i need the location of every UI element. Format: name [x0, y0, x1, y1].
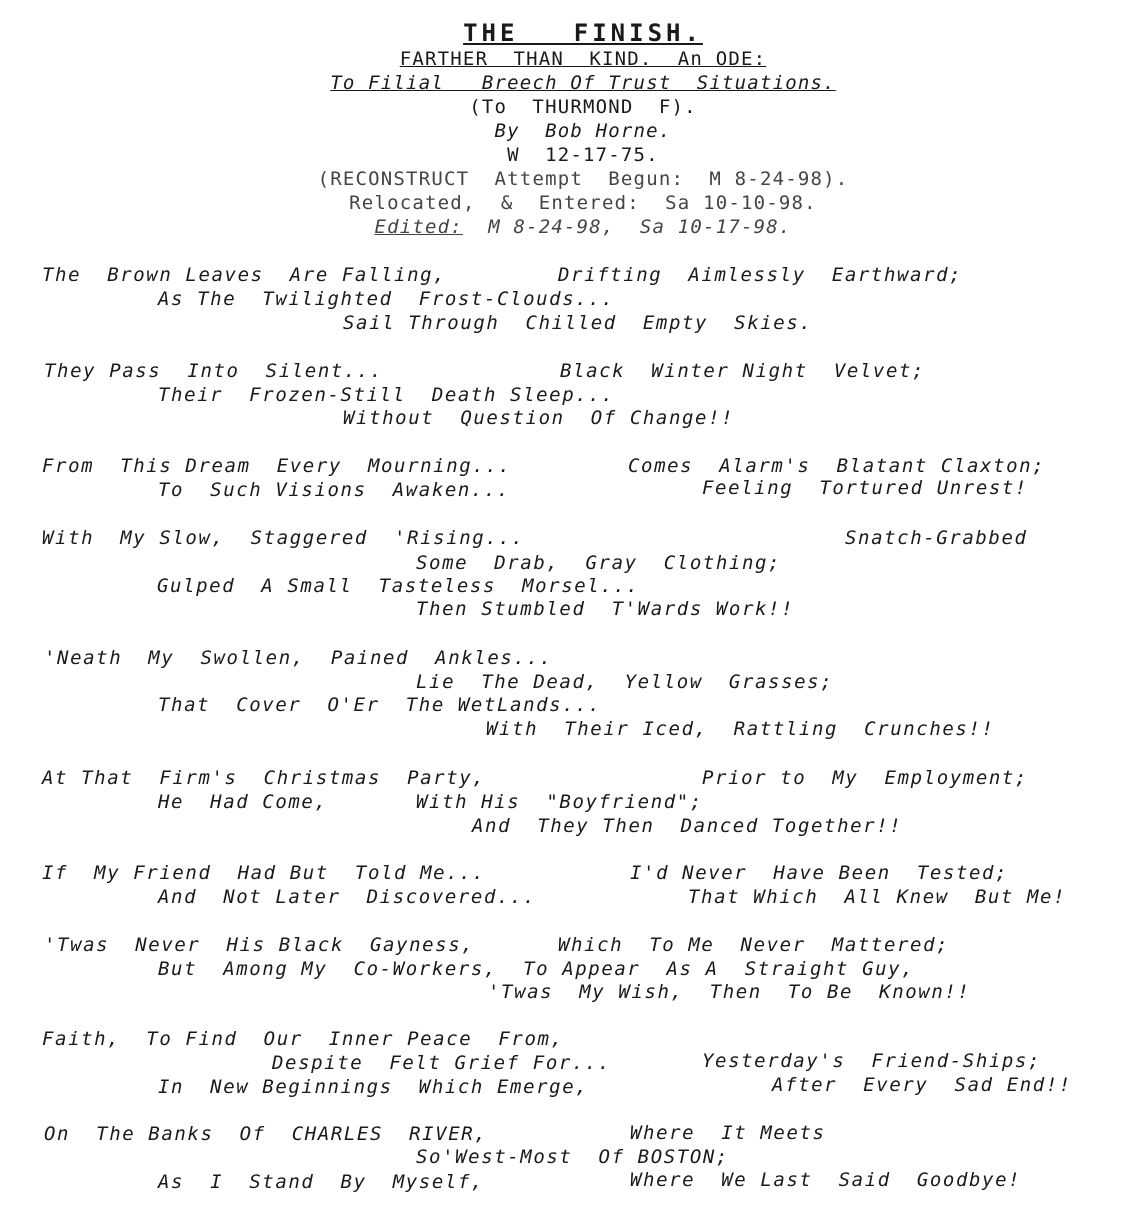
- verse-line: Faith, To Find Our Inner Peace From,: [42, 1028, 564, 1050]
- verse-line: I'd Never Have Been Tested;: [630, 862, 1009, 884]
- verse-line: Without Question Of Change!!: [343, 407, 735, 429]
- edited-note: [0, 216, 1126, 238]
- verse-line: That Which All Knew But Me!: [688, 886, 1067, 908]
- poem-dedication: To Filial Breech Of Trust Situations.: [330, 72, 836, 94]
- verse-line: With Their Iced, Rattling Crunches!!: [486, 718, 995, 740]
- verse-line: Gulped A Small Tasteless Morsel...: [157, 575, 640, 597]
- verse-line: Drifting Aimlessly Earthward;: [558, 264, 963, 286]
- verse-line: On The Banks Of CHARLES RIVER,: [44, 1123, 488, 1145]
- verse-line: After Every Sad End!!: [772, 1074, 1072, 1096]
- verse-line: The Brown Leaves Are Falling,: [42, 264, 447, 286]
- verse-line: 'Twas My Wish, Then To Be Known!!: [488, 981, 971, 1003]
- verse-line: 'Neath My Swollen, Pained Ankles...: [44, 647, 553, 669]
- verse-line: Their Frozen-Still Death Sleep...: [158, 384, 615, 406]
- verse-line: At That Firm's Christmas Party,: [42, 767, 486, 789]
- verse-line: As The Twilighted Frost-Clouds...: [158, 288, 615, 310]
- verse-line: If My Friend Had But Told Me...: [42, 862, 486, 884]
- verse-line: Black Winter Night Velvet;: [560, 360, 926, 382]
- verse-line: So'West-Most Of BOSTON;: [416, 1146, 729, 1168]
- reconstruct-note: (RECONSTRUCT Attempt Begun: M 8-24-98).: [317, 168, 849, 190]
- verse-line: In New Beginnings Which Emerge,: [158, 1076, 589, 1098]
- verse-line: But Among My Co-Workers, To Appear As A Straight Guy,: [158, 958, 915, 980]
- verse-line: Yesterday's Friend-Ships;: [702, 1050, 1042, 1072]
- verse-line: With My Slow, Staggered 'Rising...: [42, 527, 525, 549]
- verse-line: They Pass Into Silent...: [44, 360, 384, 382]
- verse-line: 'Twas Never His Black Gayness,: [44, 934, 475, 956]
- verse-line: Snatch-Grabbed: [845, 527, 1028, 549]
- verse-line: That Cover O'Er The WetLands...: [158, 694, 602, 716]
- verse-line: Prior to My Employment;: [702, 767, 1028, 789]
- relocated-note: Relocated, & Entered: Sa 10-10-98.: [349, 192, 817, 214]
- verse-line: As I Stand By Myself,: [158, 1171, 484, 1193]
- verse-line: And Not Later Discovered...: [158, 886, 537, 908]
- verse-line: Comes Alarm's Blatant Claxton;: [628, 455, 1046, 477]
- verse-line: Then Stumbled T'Wards Work!!: [416, 598, 795, 620]
- verse-line: With His "Boyfriend";: [416, 791, 703, 813]
- poem-recipient: (To THURMOND F).: [469, 96, 697, 118]
- edited-label: Edited:: [374, 216, 463, 238]
- verse-line: And They Then Danced Together!!: [472, 815, 903, 837]
- verse-line: Some Drab, Gray Clothing;: [416, 552, 782, 574]
- verse-line: Despite Felt Grief For...: [272, 1052, 612, 1074]
- written-date: W 12-17-75.: [507, 144, 659, 166]
- verse-line: Feeling Tortured Unrest!: [702, 477, 1028, 499]
- verse-line: Where It Meets: [630, 1122, 826, 1144]
- verse-line: To Such Visions Awaken...: [158, 479, 511, 501]
- verse-line: Sail Through Chilled Empty Skies.: [343, 312, 813, 334]
- verse-line: From This Dream Every Mourning...: [42, 455, 512, 477]
- verse-line: Lie The Dead, Yellow Grasses;: [416, 671, 834, 693]
- poem-title: THE FINISH.: [463, 19, 703, 47]
- verse-line: Which To Me Never Mattered;: [558, 934, 950, 956]
- edited-dates: M 8-24-98, Sa 10-17-98.: [462, 216, 792, 238]
- poem-subtitle: FARTHER THAN KIND. An ODE:: [399, 48, 767, 70]
- verse-line: Where We Last Said Goodbye!: [630, 1169, 1022, 1191]
- verse-line: He Had Come,: [158, 791, 328, 813]
- poem-byline: By Bob Horne.: [494, 120, 672, 142]
